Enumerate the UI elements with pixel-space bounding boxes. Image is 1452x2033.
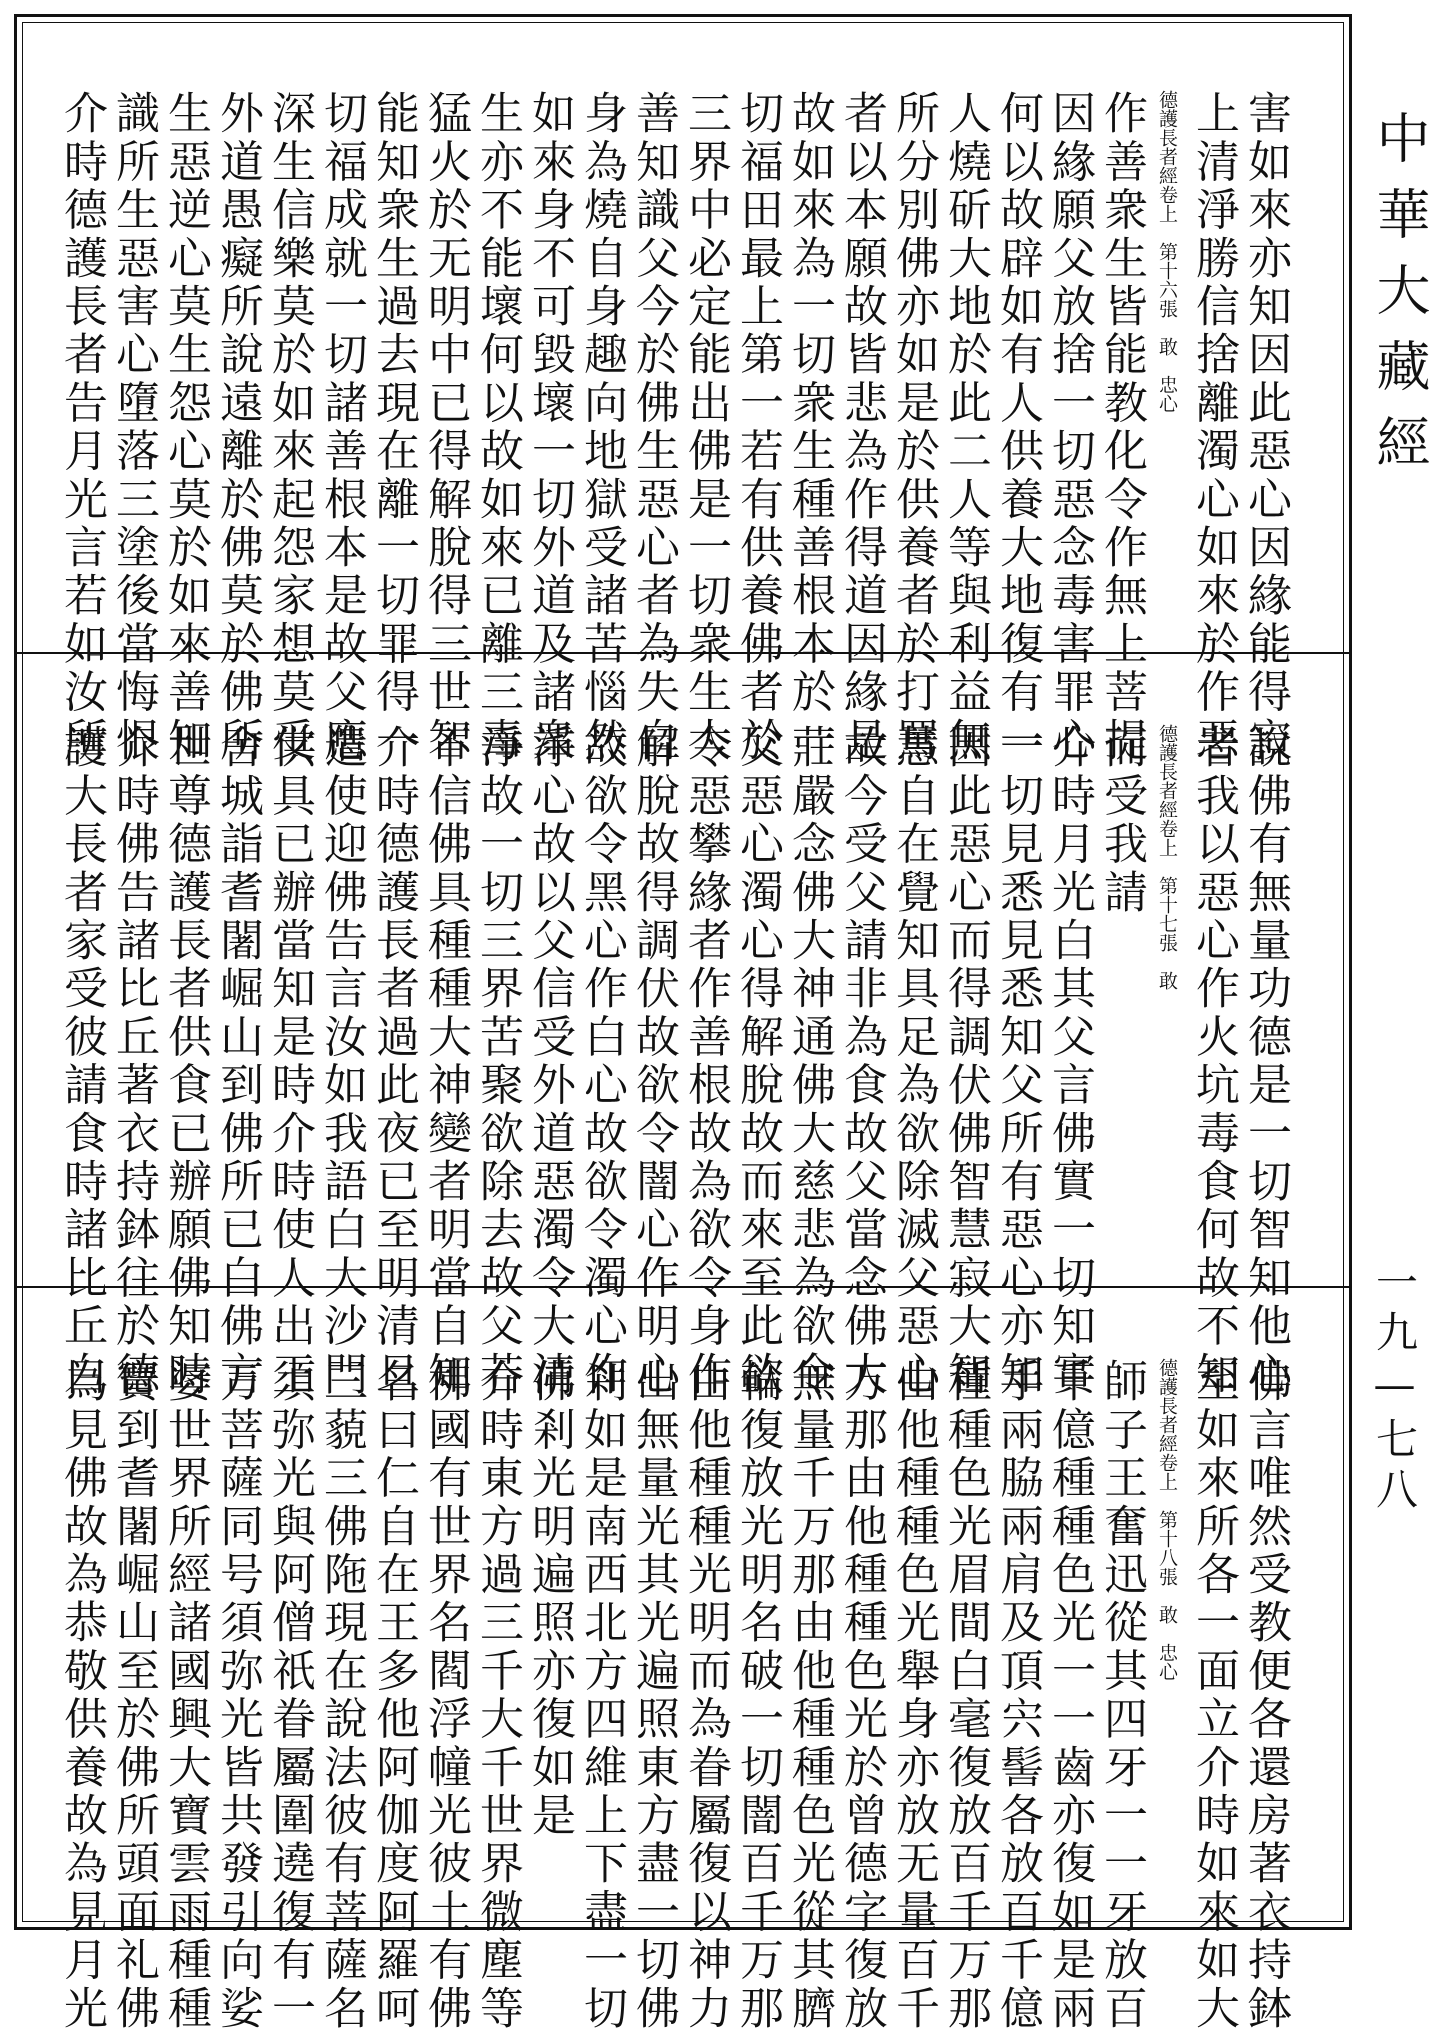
text-column: 佛言唯然受教便各還房著衣持鉢 xyxy=(1240,1358,1291,2033)
text-column: 無量千万那由他種種色光從其臍 xyxy=(784,1358,835,2033)
text-column: 故今受父請非為食故父當念佛大 xyxy=(836,724,887,1399)
margin-header: 德護長者經卷上 第十七張 敢 xyxy=(1156,724,1178,990)
text-column: 善知識父今於佛生惡心者為失自 xyxy=(628,90,679,765)
text-column: 淨心故以父信受外道惡濁令大清 xyxy=(524,724,575,1399)
text-column: 淨故一切三界苦聚欲除去故父若 xyxy=(472,724,523,1399)
text-column: 身為燒自身趣向地獄受諸苦惱然 xyxy=(576,90,627,765)
text-column: 生惡逆心莫生怨心莫於如來善知 xyxy=(160,90,211,765)
text-column: 万菩薩同号須弥光皆共發引向娑 xyxy=(212,1358,263,2033)
text-column: 切福田最上第一若有供養佛者於 xyxy=(732,90,783,765)
text-column: 因此惡心而得調伏佛智慧寂大智 xyxy=(940,724,991,1399)
text-column: 佛國有世界名閻浮幢光彼土有佛 xyxy=(420,1358,471,2033)
text-column: 由他種種光明而為眷屬復以神力 xyxy=(680,1358,731,2033)
text-column: 因緣願父放捨一切惡念毒害罪心 xyxy=(1044,90,1095,765)
text-column: 故欲令黑心作白心故欲令濁心作 xyxy=(576,724,627,1399)
text-column: 護大長者家受彼請食時諸比丘白 xyxy=(56,724,107,1399)
text-column: 一切見悉見悉知父所有惡心亦知 xyxy=(992,724,1043,1399)
text-column: 介時佛告諸比丘著衣持鉢往於德 xyxy=(108,724,159,1399)
panel-3-columns xyxy=(56,1358,1291,2033)
text-column: 為見佛故為恭敬供養故為見月光 xyxy=(56,1358,107,2033)
text-column: 父惡心濁心得解脫故而來至此欲 xyxy=(732,724,783,1399)
panel-1-columns xyxy=(56,90,1291,765)
text-column: 者我以惡心作火坑毒食何故不知 xyxy=(1188,724,1239,1399)
text-column: 介時東方過三千大千世界微塵等 xyxy=(472,1358,523,2033)
text-column: 世尊德護長者供食已辦願佛知時 xyxy=(160,724,211,1399)
text-column: 剎如是南西北方四維上下盡一切 xyxy=(576,1358,627,2033)
text-column: 須弥光與阿僧祇眷屬圍遶復有一 xyxy=(264,1358,315,2033)
text-panel-1 xyxy=(16,18,1346,765)
text-column: 解脫故得調伏故欲令闇心作明心 xyxy=(628,724,679,1399)
text-column: 如來身不可毀壞一切外道及諸衆 xyxy=(524,90,575,765)
text-column: 而受我請 xyxy=(1096,724,1147,917)
text-column: 害如來亦知因此惡心因緣能得寂 xyxy=(1240,90,1291,765)
text-column: 介時德護長者過此夜已至明清旦 xyxy=(368,724,419,1399)
text-column: 莊嚴念佛大神通佛大慈悲為欲令 xyxy=(784,724,835,1399)
text-column: 婆世界所經諸國興大寶雲雨種種 xyxy=(160,1358,211,2033)
text-column: 故如來為一切衆生種善根本於一 xyxy=(784,90,835,765)
text-column: 外道愚癡所說遠離於佛莫於佛所 xyxy=(212,90,263,765)
page-number: 一九—七八 xyxy=(1370,1260,1419,1517)
text-column: 万那由他種種色光於曾德字復放 xyxy=(836,1358,887,2033)
text-column: 生亦不能壞何以故如來已離三毒 xyxy=(472,90,523,765)
text-column: 上清淨勝信捨離濁心如來於作惡 xyxy=(1188,90,1239,765)
text-column: 供具已辦當知是時介時使人出王 xyxy=(264,724,315,1399)
text-column: 種種色光眉間白毫復放百千万那 xyxy=(940,1358,991,2033)
text-column: 能知衆生過去現在離一切罪得一 xyxy=(368,90,419,765)
text-column: 師子王奮迅從其四牙一一牙放百 xyxy=(1096,1358,1147,2033)
collection-title: 中華大藏經 xyxy=(1368,110,1431,490)
text-column: 者以本願故皆悲為作得道因緣是 xyxy=(836,90,887,765)
text-column: 佛剎光明遍照亦復如是 xyxy=(524,1358,575,1840)
text-column: 猛火於无明中已得解脫得三世智 xyxy=(420,90,471,765)
panel-2-columns xyxy=(56,724,1291,1399)
text-column: 寶到耆闍崛山至於佛所頭面礼佛 xyxy=(108,1358,159,2033)
text-column: 深生信樂莫於如來起怨家想莫受 xyxy=(264,90,315,765)
text-column: 人燒斫大地於此二人等與利益無 xyxy=(940,90,991,765)
text-column: 識所生惡害心墮落三塗後當悔恨 xyxy=(108,90,159,765)
text-column: 介時月光白其父言佛實一切知實 xyxy=(1044,724,1095,1399)
text-column: 說佛有無量功德是一切智知他心 xyxy=(1240,724,1291,1399)
margin-header: 德護長者經卷上 第十八張 敢 忠心 xyxy=(1156,1358,1178,1681)
text-column: 至如來所各一面立介時如來如大 xyxy=(1188,1358,1239,2033)
text-panel-3 xyxy=(16,1286,1346,2033)
text-column: 切福成就一切諸善根本是故父應 xyxy=(316,90,367,765)
text-column: 三界中必定能出佛是一切衆生大 xyxy=(680,90,731,765)
margin-header: 德護長者經卷上 第十六張 敢 忠心 xyxy=(1156,90,1178,413)
text-column: 千億種種色光一一齒亦復如是兩 xyxy=(1044,1358,1095,2033)
text-column: 不信佛具種種大神變者明當自知 xyxy=(420,724,471,1399)
text-column: 所分別佛亦如是於供養者於打罵 xyxy=(888,90,939,765)
text-column: 名曰仁自在王多他阿伽度阿羅呵 xyxy=(368,1358,419,2033)
text-column: 三藐三佛陁現在說法彼有菩薩名 xyxy=(316,1358,367,2033)
text-column: 出無量光其光遍照東方盡一切佛 xyxy=(628,1358,679,2033)
text-column: 慧自在覺知具足為欲除滅父惡心 xyxy=(888,724,939,1399)
text-column: 輪復放光明名破一切闇百千万那 xyxy=(732,1358,783,2033)
text-panel-2 xyxy=(16,652,1346,1399)
text-column: 令惡攀緣者作善根故為欲令身作 xyxy=(680,724,731,1399)
text-column: 作善衆生皆能教化令作無上菩提 xyxy=(1096,90,1147,765)
text-column: 介時德護長者告月光言若如汝所 xyxy=(56,90,107,765)
text-column: 遣使迎佛告言汝如我語白大沙門 xyxy=(316,724,367,1399)
text-column: 手兩脇兩肩及頂宍髻各放百千億 xyxy=(992,1358,1043,2033)
text-column: 何以故辟如有人供養大地復有一 xyxy=(992,90,1043,765)
text-column: 由他種種色光舉身亦放无量百千 xyxy=(888,1358,939,2033)
text-column: 舍城詣耆闍崛山到佛所已白佛言 xyxy=(212,724,263,1399)
